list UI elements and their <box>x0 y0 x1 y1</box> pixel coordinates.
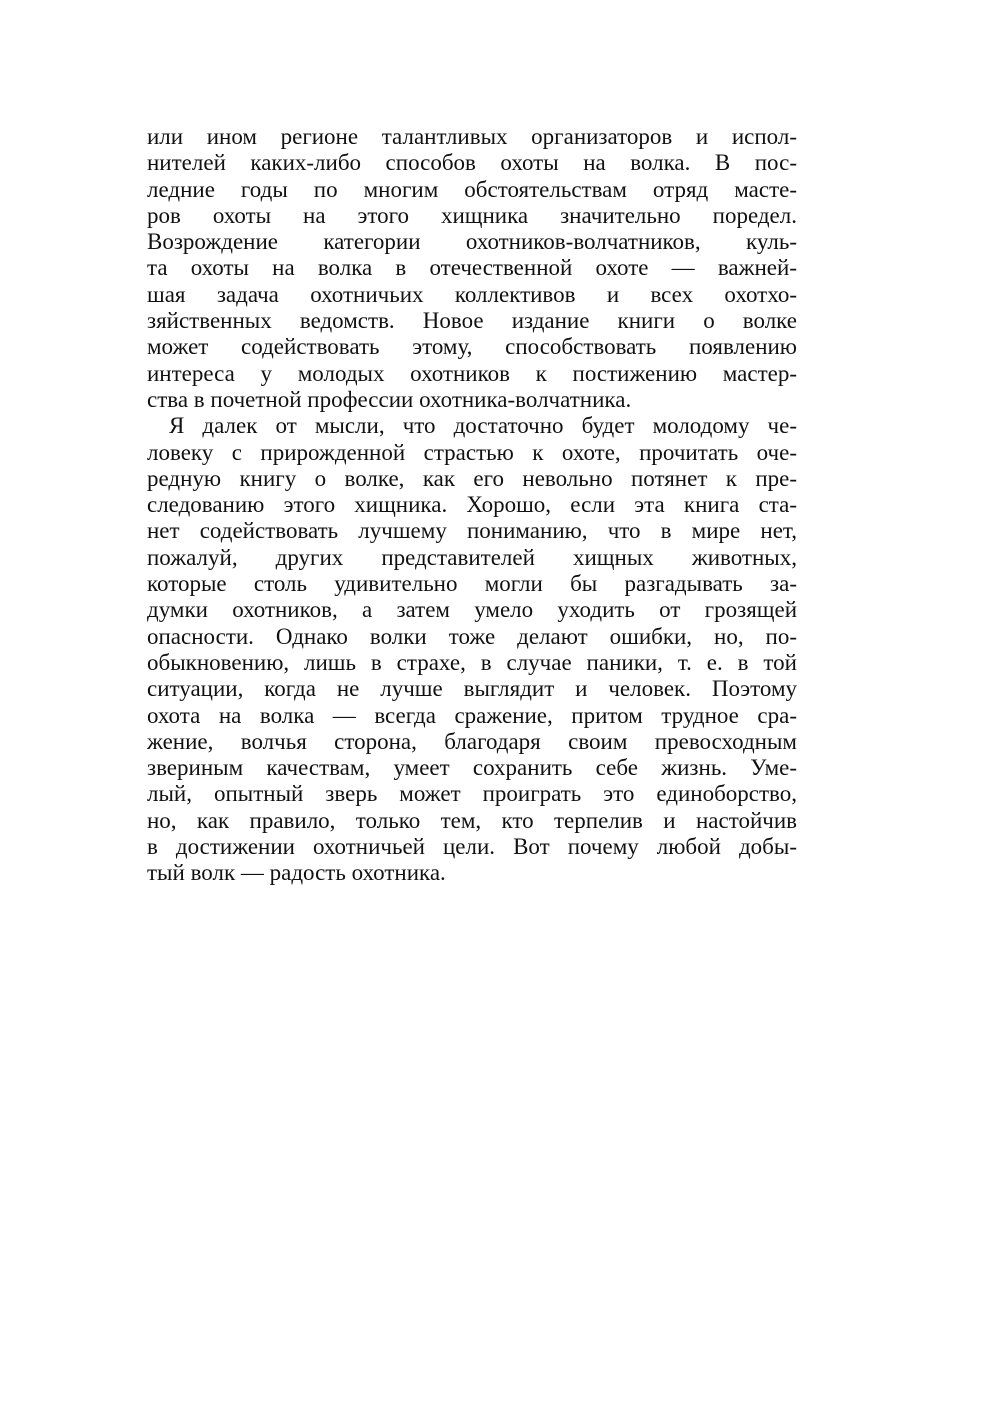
body-text <box>147 124 797 887</box>
text-line: ловеку с прирожденной страстью к охоте, прочитать оче- <box>147 439 797 465</box>
text-line: жение, волчья сторона, благодаря своим превосходным <box>147 728 797 754</box>
text-line: может содействовать этому, способствовать появлению <box>147 334 797 360</box>
text-line: охота на волка — всегда сражение, притом трудное сра- <box>147 702 797 728</box>
text-line: нителей каких-либо способов охоты на волка. В пос- <box>147 150 797 176</box>
text-line: редную книгу о волке, как его невольно потянет к пре- <box>147 465 797 491</box>
text-line: зяйственных ведомств. Новое издание книги о волке <box>147 308 797 334</box>
text-line: та охоты на волка в отечественной охоте — важней- <box>147 255 797 281</box>
paragraph-1 <box>147 124 797 413</box>
paragraph-2 <box>147 413 797 886</box>
text-line: Я далек от мысли, что достаточно будет молодому че- <box>169 413 797 439</box>
text-line: в достижении охотничьей цели. Вот почему любой добы- <box>147 834 797 860</box>
text-line: звериным качествам, умеет сохранить себе жизнь. Уме- <box>147 755 797 781</box>
text-line: пожалуй, других представителей хищных животных, <box>147 544 797 570</box>
text-line: шая задача охотничьих коллективов и всех охотхо- <box>147 281 797 307</box>
text-line: или ином регионе талантливых организаторов и испол- <box>147 124 797 149</box>
text-line: которые столь удивительно могли бы разгадывать за- <box>147 571 797 597</box>
text-line: ства в почетной профессии охотника-волчатника. <box>147 386 632 412</box>
text-line: ситуации, когда не лучше выглядит и человек. Поэтому <box>147 676 797 702</box>
text-line: ров охоты на этого хищника значительно поредел. <box>147 202 797 228</box>
text-line: интереса у молодых охотников к постижению мастер- <box>147 360 797 386</box>
text-line: думки охотников, а затем умело уходить от грозящей <box>147 597 797 623</box>
text-line: следованию этого хищника. Хорошо, если эта книга ста- <box>147 492 797 518</box>
text-line: нет содействовать лучшему пониманию, что в мире нет, <box>147 518 797 544</box>
text-line: Возрождение категории охотников-волчатников, куль- <box>147 229 797 255</box>
text-line: но, как правило, только тем, кто терпелив и настойчив <box>147 807 797 833</box>
text-line: опасности. Однако волки тоже делают ошибки, но, по- <box>147 623 797 649</box>
text-line: ледние годы по многим обстоятельствам отряд масте- <box>147 176 797 202</box>
text-line: лый, опытный зверь может проиграть это единоборство, <box>147 781 797 807</box>
text-line: тый волк — радость охотника. <box>147 860 446 886</box>
text-line: обыкновению, лишь в страхе, в случае паники, т. е. в той <box>147 649 797 675</box>
